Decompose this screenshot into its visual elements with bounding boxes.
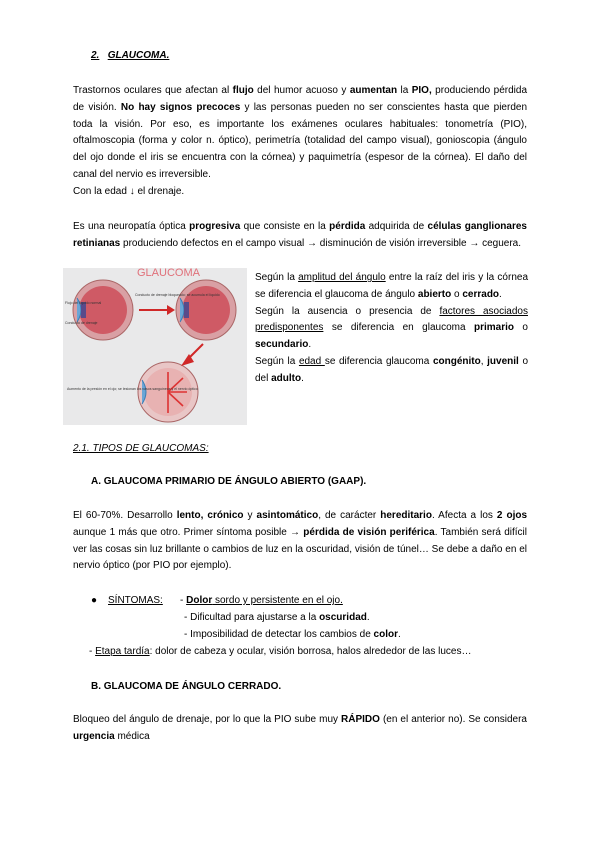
- text: aunque 1 más que otro. Primer síntoma posible →: [73, 526, 304, 538]
- bold-text: congénito: [432, 355, 481, 367]
- bold-text: lento, crónico: [176, 510, 244, 521]
- text: ,: [480, 355, 488, 367]
- neuropathy-paragraph: [73, 219, 527, 253]
- classification-age: [255, 354, 528, 388]
- arrow-down-left-icon: [181, 344, 203, 366]
- label-pressure: Aumento de la presión en el ojo; se lesionan los vasos sanguíneos y el nervio óptico: [67, 387, 198, 391]
- bold-text: aumentan: [349, 85, 398, 96]
- arrow-right-icon: [139, 305, 175, 315]
- eye-normal-icon: [73, 280, 133, 340]
- bold-text: No hay: [120, 101, 156, 113]
- text: Trastornos oculares que afectan al: [73, 85, 233, 96]
- bold-text: secundario: [255, 339, 309, 351]
- section-heading: [91, 50, 169, 61]
- text: .: [398, 629, 401, 640]
- text: .: [301, 372, 304, 384]
- bullet-icon: ●: [91, 595, 98, 606]
- section-number: 2.: [91, 50, 100, 61]
- symptom-2: [184, 610, 370, 627]
- bold-text: color: [373, 629, 398, 640]
- text: -: [180, 595, 187, 606]
- bold-text: primario: [473, 322, 514, 334]
- bold-text: PIO,: [411, 85, 432, 96]
- eye-blocked-icon: [176, 280, 236, 340]
- underlined-text: Etapa tardía: [95, 646, 150, 657]
- text: Según la ausencia o presencia de: [255, 305, 440, 317]
- text: se diferencia glaucoma: [324, 355, 433, 367]
- bold-text: oscuridad: [319, 612, 367, 623]
- text: entre la raíz del iris y la córnea se diferencia el glaucoma de ángulo: [255, 272, 529, 300]
- text: Según la: [255, 272, 299, 283]
- underlined-text: edad: [298, 355, 325, 367]
- intro-paragraph: [73, 83, 527, 184]
- text: Bloqueo del ángulo de drenaje, por lo que la PIO sube muy: [73, 714, 342, 725]
- classification-factors: [255, 304, 528, 354]
- text: produciendo pérdida de visión.: [73, 85, 528, 113]
- bold-text: hereditario: [380, 510, 432, 521]
- label-normal-flow: Flujo del líquido normal: [65, 301, 102, 305]
- text: .: [366, 612, 370, 623]
- type-b-paragraph: [73, 712, 527, 746]
- label-blocked: Conducto de drenaje bloqueado; se acumula el líquido: [135, 293, 220, 297]
- type-a-heading: A. GLAUCOMA PRIMARIO DE ÁNGULO ABIERTO (GAAP).: [91, 476, 367, 487]
- age-drainage-line: Con la edad ↓ el drenaje.: [73, 186, 185, 197]
- bold-text: signos precoces: [159, 101, 241, 113]
- text: (en el anterior no). Se considera: [379, 714, 527, 725]
- eye-diagram: [63, 268, 247, 425]
- late-stage: [89, 644, 471, 661]
- text: médica: [114, 730, 150, 742]
- text: o: [451, 288, 463, 300]
- text: se diferencia en glaucoma: [323, 322, 474, 334]
- classification-text: [255, 270, 528, 388]
- text: .: [308, 339, 312, 351]
- text: .: [499, 288, 502, 300]
- classification-angle: [255, 270, 528, 304]
- text: - Imposibilidad de detectar los cambios de: [184, 629, 374, 640]
- section-title: GLAUCOMA.: [107, 50, 170, 61]
- subsection-heading: 2.1. TIPOS DE GLAUCOMAS:: [73, 443, 209, 454]
- bold-text: Dolor: [186, 595, 213, 606]
- text: produciendo defectos en el campo visual → disminución de visión irreversible → ceguera.: [120, 237, 522, 249]
- bold-text: urgencia: [73, 730, 115, 742]
- text: que consiste en la: [240, 221, 330, 232]
- figure-title: GLAUCOMA: [137, 268, 200, 279]
- text: o del: [255, 355, 529, 384]
- text: del humor acuoso y: [253, 85, 350, 96]
- bold-text: pérdida de visión periférica: [303, 526, 435, 538]
- text: -: [89, 646, 96, 657]
- bold-text: flujo: [232, 85, 254, 96]
- text: la: [397, 85, 412, 96]
- symptom-3: [184, 627, 401, 644]
- underlined-text: factores asociados predisponentes: [255, 305, 528, 334]
- type-b-heading: B. GLAUCOMA DE ÁNGULO CERRADO.: [91, 681, 282, 692]
- eye-pressure-icon: [138, 362, 198, 422]
- bold-text: progresiva: [189, 221, 241, 232]
- glaucoma-illustration: [63, 268, 247, 425]
- text: : dolor de cabeza y ocular, visión borrosa, halos alrededor de las luces…: [149, 646, 472, 657]
- bold-text: abierto: [417, 288, 452, 300]
- bold-text: asintomático: [256, 510, 319, 521]
- text: - Dificultad para ajustarse a la: [184, 612, 320, 623]
- symptoms-label: [108, 593, 163, 610]
- bold-text: RÁPIDO: [341, 714, 380, 725]
- text: y: [243, 510, 257, 521]
- bold-text: células ganglionares retinianas: [73, 221, 527, 249]
- bold-text: adulto: [271, 372, 302, 384]
- text: o: [514, 322, 528, 334]
- label-drainage: Conducto de drenaje: [65, 321, 98, 325]
- underlined-text: SÍNTOMAS:: [108, 595, 163, 606]
- bold-text: pérdida: [329, 221, 366, 232]
- text: Según la: [255, 355, 299, 367]
- bold-text: 2 ojos: [496, 510, 528, 521]
- text: adquirida de: [365, 221, 428, 232]
- text: Es una neuropatía óptica: [73, 221, 190, 232]
- text: . También será difícil ver las cosas sin luz brillante o cambios de luz en la oscuridad, visión de túnel… Se debe a daño en el nervio óptico (por PIO por ejemplo).: [73, 526, 528, 572]
- symptoms-bullet: [91, 593, 97, 610]
- type-a-paragraph: [73, 508, 527, 575]
- text: El 60-70%. Desarrollo: [73, 510, 177, 521]
- bold-text: juvenil: [487, 355, 519, 367]
- underlined-text: sordo y persistente en el ojo.: [212, 595, 343, 606]
- symptom-1: [180, 593, 343, 610]
- text: y las personas pueden no ser conscientes hasta que pierden toda la visión. Por eso, es importante los exámenes oculares habituales: tonometría (PIO), oftalmoscopia (forma y color n. óptico), perimetría (totalidad del campo visual), gonioscopia (ángulo del ojo donde el iris se encuentra con la córnea) y paquimetría (espesor de la córnea). El daño del canal del nervio es irreversible.: [73, 101, 528, 180]
- underlined-text: amplitud del ángulo: [298, 272, 386, 283]
- bold-text: cerrado: [462, 288, 500, 300]
- text: . Afecta a los: [431, 510, 497, 521]
- text: , de carácter: [318, 510, 381, 521]
